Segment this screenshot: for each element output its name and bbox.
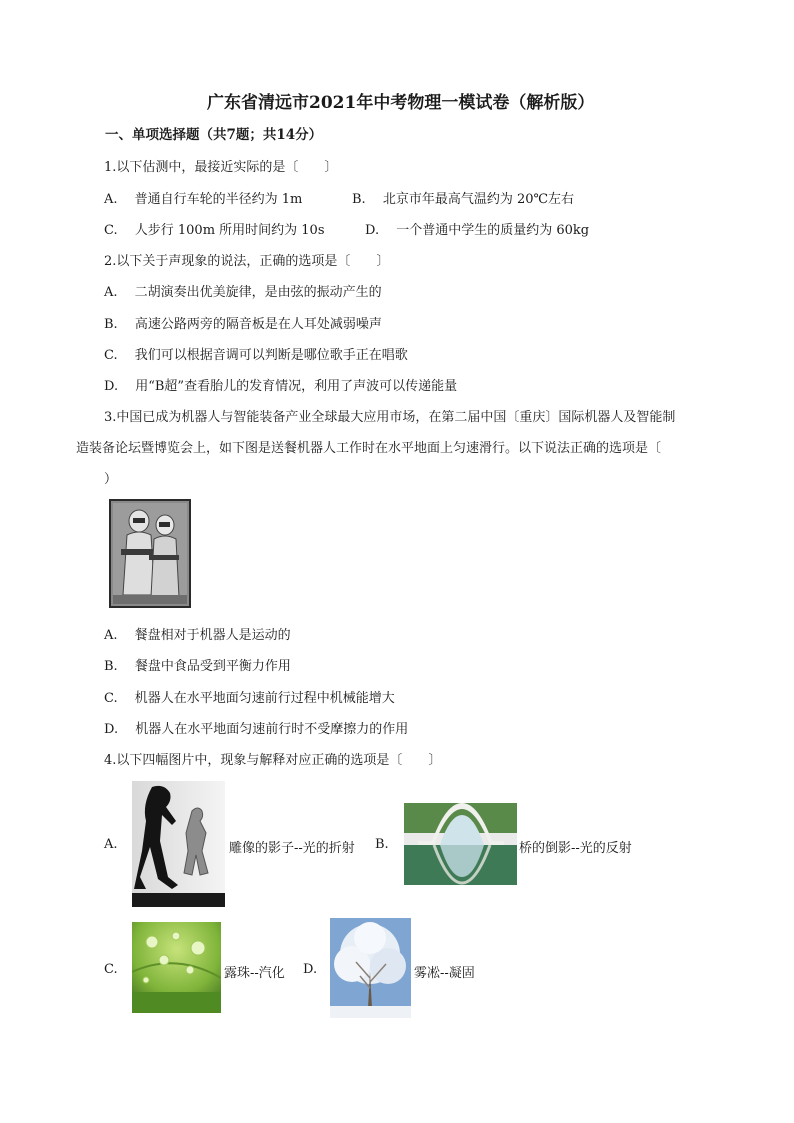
question-3-option-b[interactable]: B. 餐盘中食品受到平衡力作用 <box>104 659 291 674</box>
question-4-option-a-label[interactable]: A. <box>104 837 118 852</box>
section-heading: 一、单项选择题（共7题；共14分） <box>105 127 323 143</box>
question-1-stem: 1.以下估测中，最接近实际的是〔 〕 <box>104 160 338 175</box>
dewdrops-photo <box>132 922 221 1013</box>
question-2-option-d[interactable]: D. 用“B超”查看胎儿的发育情况，利用了声波可以传递能量 <box>104 379 458 394</box>
page-title: 广东省清远市2021年中考物理一模试卷（解析版） <box>207 93 595 113</box>
frosted-tree-photo <box>330 918 411 1018</box>
question-4-option-b-label[interactable]: B. <box>375 837 389 852</box>
question-4-option-c-text: 露珠--汽化 <box>224 966 285 981</box>
question-2-stem: 2.以下关于声现象的说法，正确的选项是〔 〕 <box>104 254 390 269</box>
question-3-stem-line-2: 造装备论坛暨博览会上，如下图是送餐机器人工作时在水平地面上匀速滑行。以下说法正确的选项是〔 <box>76 441 662 456</box>
question-2-option-a[interactable]: A. 二胡演奏出优美旋律，是由弦的振动产生的 <box>104 285 382 300</box>
question-1-option-c[interactable]: C. 人步行 100m 所用时间约为 10s <box>104 223 325 238</box>
question-4-stem: 4.以下四幅图片中，现象与解释对应正确的选项是〔 〕 <box>104 753 442 768</box>
question-3-option-c[interactable]: C. 机器人在水平地面匀速前行过程中机械能增大 <box>104 691 395 706</box>
question-4-option-d-text: 雾凇--凝固 <box>414 966 475 981</box>
bridge-reflection-photo <box>404 803 517 885</box>
question-3-stem-line-3: ） <box>104 472 118 487</box>
statue-shadow-photo <box>132 781 225 907</box>
question-4-option-c-label[interactable]: C. <box>104 962 118 977</box>
robot-photo <box>109 499 191 608</box>
question-2-option-b[interactable]: B. 高速公路两旁的隔音板是在人耳处减弱噪声 <box>104 317 382 332</box>
question-1-option-d[interactable]: D. 一个普通中学生的质量约为 60kg <box>365 223 590 238</box>
question-3-stem-line-1: 3.中国已成为机器人与智能装备产业全球最大应用市场，在第二届中国〔重庆〕国际机器人及智能制 <box>104 410 676 425</box>
question-4-option-a-text: 雕像的影子--光的折射 <box>229 841 355 856</box>
question-4-option-b-text: 桥的倒影--光的反射 <box>519 841 632 856</box>
question-1-option-b[interactable]: B. 北京市年最高气温约为 20℃左右 <box>352 192 575 207</box>
question-4-option-d-label[interactable]: D. <box>303 962 318 977</box>
question-2-option-c[interactable]: C. 我们可以根据音调可以判断是哪位歌手正在唱歌 <box>104 348 408 363</box>
question-3-option-a[interactable]: A. 餐盘相对于机器人是运动的 <box>104 628 291 643</box>
question-1-option-a[interactable]: A. 普通自行车轮的半径约为 1m <box>104 192 303 207</box>
question-3-option-d[interactable]: D. 机器人在水平地面匀速前行时不受摩擦力的作用 <box>104 722 409 737</box>
